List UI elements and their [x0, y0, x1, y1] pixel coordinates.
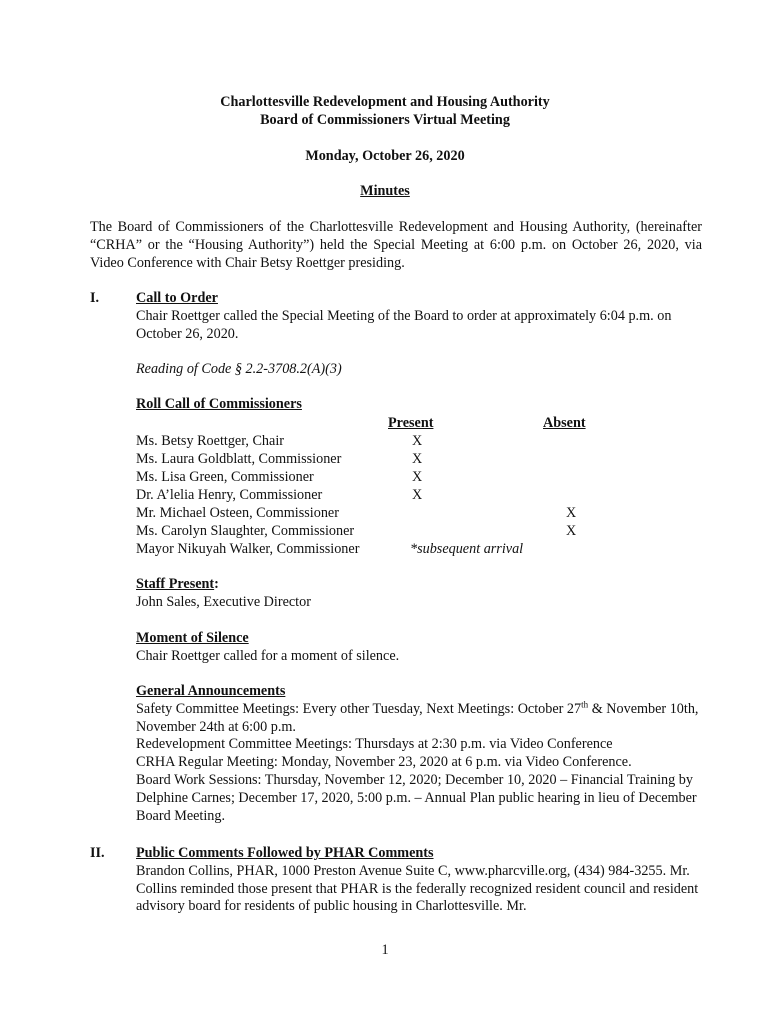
meeting-date: Monday, October 26, 2020	[305, 148, 465, 164]
silence-title: Moment of Silence	[136, 630, 249, 646]
absent-mark: X	[566, 505, 577, 521]
section-2-number: II.	[90, 845, 105, 861]
roll-call-title: Roll Call of Commissioners	[136, 396, 302, 413]
roll-call-name: Mr. Michael Osteen, Commissioner	[136, 505, 339, 521]
present-mark: X	[412, 487, 423, 503]
section-1	[136, 290, 706, 414]
section-2	[136, 845, 706, 916]
col-present-header: Present	[388, 415, 434, 431]
absent-mark: X	[566, 523, 577, 539]
roll-call-name: Ms. Betsy Roettger, Chair	[136, 433, 284, 449]
section-2-title: Public Comments Followed by PHAR Comments	[136, 845, 434, 861]
staff-title: Staff Present:	[136, 576, 219, 592]
code-reference: Reading of Code § 2.2-3708.2(A)(3)	[136, 361, 342, 378]
subsequent-arrival-note: *subsequent arrival	[410, 541, 524, 557]
staff-text: John Sales, Executive Director	[136, 593, 311, 610]
section-1-text: Chair Roettger called the Special Meeting of the Board to order at approximately 6:04 p.m. on October 26, 2020.	[136, 307, 672, 342]
announcements-block	[136, 683, 706, 825]
roll-call-name: Ms. Laura Goldblatt, Commissioner	[136, 451, 342, 467]
doc-type: Minutes	[360, 183, 410, 199]
present-mark: X	[412, 451, 423, 467]
redevelopment-committee-text: Redevelopment Committee Meetings: Thursdays at 2:30 p.m. via Video Conference	[136, 736, 613, 753]
section-1-title: Call to Order	[136, 290, 218, 306]
board-title: Board of Commissioners Virtual Meeting	[260, 112, 510, 128]
intro-paragraph: The Board of Commissioners of the Charlottesville Redevelopment and Housing Authority, (hereinafter “CRHA” or the “Housing Authority”) held the Special Meeting at 6:00 p.m. on October 26, 2020, via Video Conference with Chair Betsy Roettger presiding.	[90, 219, 702, 271]
roll-call-name: Mayor Nikuyah Walker, Commissioner	[136, 541, 360, 557]
roll-call-name: Ms. Carolyn Slaughter, Commissioner	[136, 523, 355, 539]
work-sessions-text: Board Work Sessions: Thursday, November 12, 2020; December 10, 2020 – Financial Training by Delphine Carnes; December 17, 2020, 5:00 p.m. – Annual Plan public hearing in lieu of December Board Meeting.	[136, 771, 697, 824]
regular-meeting-text: CRHA Regular Meeting: Monday, November 23, 2020 at 6 p.m. via Video Conference.	[136, 754, 632, 771]
staff-block	[136, 576, 706, 612]
present-mark: X	[412, 433, 423, 449]
org-title: Charlottesville Redevelopment and Housing Authority	[220, 94, 550, 110]
silence-block	[136, 630, 706, 666]
announcements-title: General Announcements	[136, 683, 286, 699]
silence-text: Chair Roettger called for a moment of silence.	[136, 647, 400, 664]
section-2-text: Brandon Collins, PHAR, 1000 Preston Avenue Suite C, www.pharcville.org, (434) 984-3255. Mr. Collins reminded those present that PHAR is the federally recognized resident council and resident advisory board for residents of public housing in Charlottesville. Mr.	[136, 862, 699, 915]
col-absent-header: Absent	[543, 415, 586, 431]
safety-committee-text: Safety Committee Meetings: Every other Tuesday, Next Meetings: October 27th & November 10th, November 24th at 6:00 p.m.	[136, 699, 699, 735]
roll-call-name: Dr. A’lelia Henry, Commissioner	[136, 487, 323, 503]
present-mark: X	[412, 469, 423, 485]
roll-call-name: Ms. Lisa Green, Commissioner	[136, 469, 314, 485]
section-1-number: I.	[90, 290, 100, 306]
page-number: 1	[381, 942, 389, 958]
